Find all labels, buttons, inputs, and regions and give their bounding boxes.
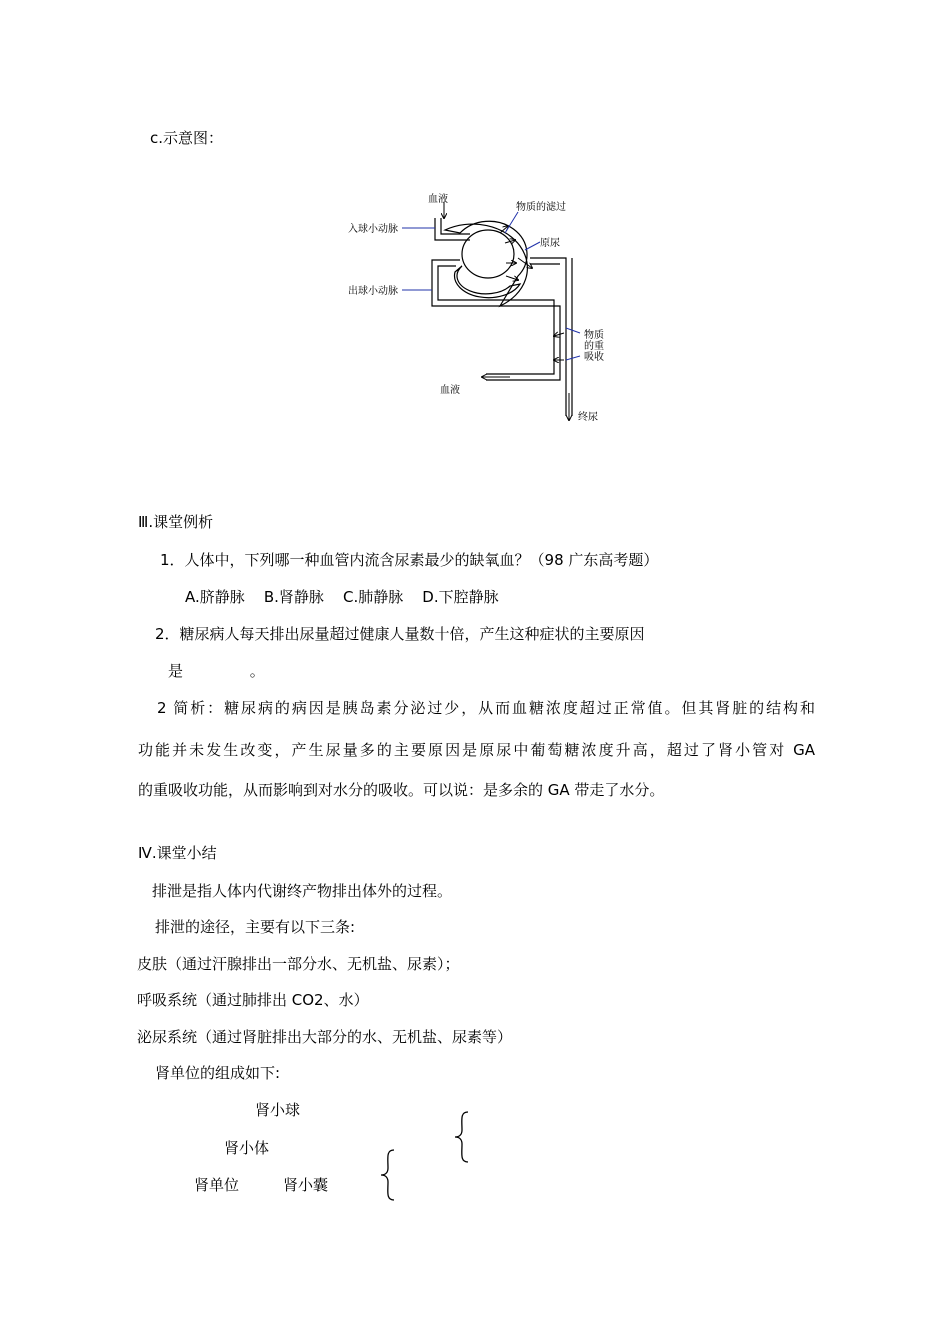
label-filtration: 物质的滤过 <box>516 202 566 213</box>
label-blood-in: 血液 <box>428 194 448 205</box>
tree-corpuscle: 肾小体 <box>224 1139 270 1157</box>
brace-upper <box>452 1110 472 1164</box>
nephron-diagram <box>340 188 610 428</box>
question-2-line-2: 是 。 <box>168 662 265 680</box>
efferent-arteriole <box>432 260 460 292</box>
label-afferent: 入球小动脉 <box>348 224 398 235</box>
label-blood-out: 血液 <box>440 385 460 396</box>
label-reabsorb-2: 的重 <box>584 341 604 352</box>
brace-lower <box>378 1148 398 1202</box>
label-primary-urine: 原尿 <box>540 238 560 249</box>
summary-line-2: 排泄的途径，主要有以下三条: <box>155 918 356 936</box>
summary-line-4: 呼吸系统（通过肺排出 CO2、水） <box>137 991 369 1009</box>
summary-line-1: 排泄是指人体内代谢终产物排出体外的过程。 <box>152 882 453 900</box>
section3-heading: Ⅲ.课堂例析 <box>138 513 214 531</box>
glomerulus <box>462 230 514 278</box>
label-reabsorb-1: 物质 <box>584 330 604 341</box>
summary-line-6: 肾单位的组成如下: <box>155 1064 281 1082</box>
question-1-options: A.脐静脉 B.肾静脉 C.肺静脉 D.下腔静脉 <box>185 588 499 606</box>
label-reabsorb-3: 吸收 <box>584 352 604 363</box>
label-final-urine: 终尿 <box>578 412 598 423</box>
question-2-line-1: 2．糖尿病人每天排出尿量超过健康人量数十倍，产生这种症状的主要原因 <box>155 625 645 643</box>
tree-glomerulus: 肾小球 <box>255 1101 301 1119</box>
question-1: 1．人体中，下列哪一种血管内流含尿素最少的缺氧血？（98 广东高考题） <box>160 551 659 569</box>
diagram-caption: c.示意图： <box>150 129 224 147</box>
tree-nephron: 肾单位 <box>194 1176 240 1194</box>
section4-heading: Ⅳ.课堂小结 <box>138 844 217 862</box>
tree-capsule: 肾小囊 <box>283 1176 329 1194</box>
label-efferent: 出球小动脉 <box>348 286 398 297</box>
analysis-line-1: 2 简析：糖尿病的病因是胰岛素分泌过少，从而血糖浓度超过正常值。但其肾脏的结构和 <box>157 699 815 717</box>
summary-line-5: 泌尿系统（通过肾脏排出大部分的水、无机盐、尿素等） <box>137 1028 513 1046</box>
analysis-line-3: 的重吸收功能，从而影响到对水分的吸收。可以说：是多余的 GA 带走了水分。 <box>138 781 665 799</box>
analysis-line-2: 功能并未发生改变，产生尿量多的主要原因是原尿中葡萄糖浓度升高，超过了肾小管对 GA <box>138 741 815 759</box>
summary-line-3: 皮肤（通过汗腺排出一部分水、无机盐、尿素）； <box>137 955 460 973</box>
